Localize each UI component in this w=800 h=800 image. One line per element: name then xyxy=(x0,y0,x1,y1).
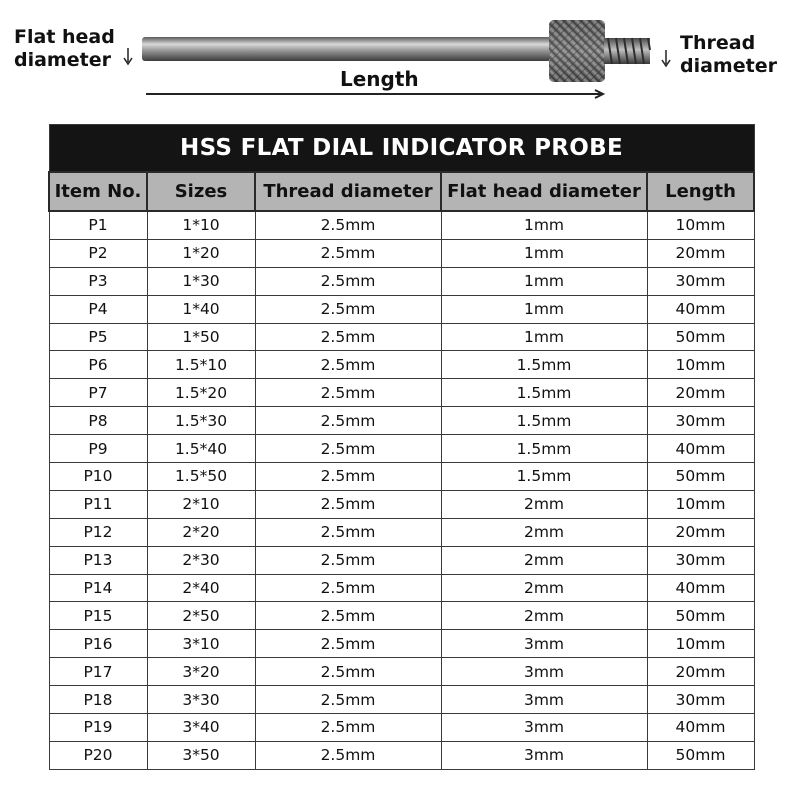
cell-size: 1.5*10 xyxy=(147,351,255,379)
cell-length: 40mm xyxy=(647,295,754,323)
cell-size: 2*40 xyxy=(147,574,255,602)
cell-thread-diameter: 2.5mm xyxy=(255,490,441,518)
cell-item-no: P19 xyxy=(49,714,147,742)
flat-head-diameter-label xyxy=(14,26,115,72)
table-title: HSS FLAT DIAL INDICATOR PROBE xyxy=(49,125,754,173)
cell-item-no: P9 xyxy=(49,435,147,463)
probe-thread xyxy=(604,38,650,64)
cell-item-no: P5 xyxy=(49,323,147,351)
table-row xyxy=(49,463,754,491)
table-row xyxy=(49,351,754,379)
probe-knurled-head xyxy=(549,20,605,82)
cell-thread-diameter: 2.5mm xyxy=(255,546,441,574)
table-row xyxy=(49,741,754,769)
cell-size: 1.5*30 xyxy=(147,407,255,435)
length-label: Length xyxy=(340,67,419,91)
cell-thread-diameter: 2.5mm xyxy=(255,518,441,546)
cell-length: 20mm xyxy=(647,239,754,267)
cell-flat-head-diameter: 1.5mm xyxy=(441,407,647,435)
cell-thread-diameter: 2.5mm xyxy=(255,602,441,630)
cell-flat-head-diameter: 1mm xyxy=(441,323,647,351)
table-row xyxy=(49,546,754,574)
header-item-no: Item No. xyxy=(49,172,147,211)
thread-label-line2: diameter xyxy=(680,55,777,77)
cell-size: 1*10 xyxy=(147,211,255,239)
cell-item-no: P12 xyxy=(49,518,147,546)
cell-item-no: P4 xyxy=(49,295,147,323)
cell-item-no: P15 xyxy=(49,602,147,630)
probe-diagram xyxy=(0,0,800,110)
header-length: Length xyxy=(647,172,754,211)
cell-size: 1*30 xyxy=(147,267,255,295)
cell-item-no: P2 xyxy=(49,239,147,267)
cell-flat-head-diameter: 1.5mm xyxy=(441,351,647,379)
table-row xyxy=(49,407,754,435)
cell-length: 30mm xyxy=(647,407,754,435)
length-arrow xyxy=(146,90,603,98)
thread-label-line1: Thread xyxy=(680,32,756,54)
cell-size: 3*10 xyxy=(147,630,255,658)
cell-length: 50mm xyxy=(647,463,754,491)
header-sizes: Sizes xyxy=(147,172,255,211)
cell-item-no: P8 xyxy=(49,407,147,435)
cell-length: 30mm xyxy=(647,546,754,574)
table-row xyxy=(49,435,754,463)
cell-size: 2*10 xyxy=(147,490,255,518)
cell-length: 10mm xyxy=(647,630,754,658)
table-row xyxy=(49,630,754,658)
table-row xyxy=(49,602,754,630)
cell-size: 3*20 xyxy=(147,658,255,686)
cell-size: 1*50 xyxy=(147,323,255,351)
cell-item-no: P17 xyxy=(49,658,147,686)
table-row xyxy=(49,658,754,686)
cell-item-no: P14 xyxy=(49,574,147,602)
cell-length: 50mm xyxy=(647,741,754,769)
cell-item-no: P7 xyxy=(49,379,147,407)
cell-flat-head-diameter: 1mm xyxy=(441,239,647,267)
cell-item-no: P1 xyxy=(49,211,147,239)
cell-thread-diameter: 2.5mm xyxy=(255,435,441,463)
table-row xyxy=(49,490,754,518)
table-row xyxy=(49,295,754,323)
cell-item-no: P10 xyxy=(49,463,147,491)
cell-length: 30mm xyxy=(647,267,754,295)
cell-thread-diameter: 2.5mm xyxy=(255,741,441,769)
cell-thread-diameter: 2.5mm xyxy=(255,630,441,658)
cell-length: 10mm xyxy=(647,211,754,239)
cell-flat-head-diameter: 1.5mm xyxy=(441,379,647,407)
cell-length: 20mm xyxy=(647,658,754,686)
cell-thread-diameter: 2.5mm xyxy=(255,379,441,407)
cell-flat-head-diameter: 3mm xyxy=(441,714,647,742)
thread-arrow xyxy=(662,50,670,66)
cell-thread-diameter: 2.5mm xyxy=(255,267,441,295)
thread-diameter-label xyxy=(680,32,777,78)
table-row xyxy=(49,323,754,351)
table-row xyxy=(49,686,754,714)
cell-size: 1.5*40 xyxy=(147,435,255,463)
cell-size: 2*30 xyxy=(147,546,255,574)
cell-thread-diameter: 2.5mm xyxy=(255,463,441,491)
table-body xyxy=(49,211,754,769)
cell-length: 50mm xyxy=(647,602,754,630)
specs-table-container xyxy=(48,124,753,770)
cell-thread-diameter: 2.5mm xyxy=(255,211,441,239)
cell-flat-head-diameter: 3mm xyxy=(441,630,647,658)
cell-thread-diameter: 2.5mm xyxy=(255,295,441,323)
cell-size: 2*50 xyxy=(147,602,255,630)
cell-length: 40mm xyxy=(647,574,754,602)
cell-size: 3*40 xyxy=(147,714,255,742)
table-row xyxy=(49,239,754,267)
cell-item-no: P16 xyxy=(49,630,147,658)
cell-flat-head-diameter: 1.5mm xyxy=(441,435,647,463)
table-row xyxy=(49,714,754,742)
cell-thread-diameter: 2.5mm xyxy=(255,239,441,267)
cell-flat-head-diameter: 2mm xyxy=(441,602,647,630)
cell-flat-head-diameter: 3mm xyxy=(441,686,647,714)
cell-flat-head-diameter: 3mm xyxy=(441,741,647,769)
cell-thread-diameter: 2.5mm xyxy=(255,658,441,686)
cell-size: 1*20 xyxy=(147,239,255,267)
header-flat-head-diameter: Flat head diameter xyxy=(441,172,647,211)
flat-head-label-line2: diameter xyxy=(14,49,111,71)
cell-item-no: P6 xyxy=(49,351,147,379)
table-header-row xyxy=(49,172,754,211)
header-thread-diameter: Thread diameter xyxy=(255,172,441,211)
cell-thread-diameter: 2.5mm xyxy=(255,323,441,351)
cell-length: 20mm xyxy=(647,518,754,546)
cell-item-no: P11 xyxy=(49,490,147,518)
cell-flat-head-diameter: 1mm xyxy=(441,211,647,239)
cell-item-no: P13 xyxy=(49,546,147,574)
cell-item-no: P3 xyxy=(49,267,147,295)
specs-table xyxy=(48,124,755,770)
probe-rod xyxy=(142,37,552,61)
table-row xyxy=(49,574,754,602)
cell-flat-head-diameter: 2mm xyxy=(441,490,647,518)
table-row xyxy=(49,379,754,407)
flat-head-label-line1: Flat head xyxy=(14,26,115,48)
cell-flat-head-diameter: 3mm xyxy=(441,658,647,686)
cell-flat-head-diameter: 1.5mm xyxy=(441,463,647,491)
cell-length: 30mm xyxy=(647,686,754,714)
cell-flat-head-diameter: 1mm xyxy=(441,267,647,295)
cell-flat-head-diameter: 1mm xyxy=(441,295,647,323)
cell-length: 40mm xyxy=(647,714,754,742)
cell-item-no: P20 xyxy=(49,741,147,769)
flat-head-arrow xyxy=(124,48,132,64)
cell-size: 1.5*50 xyxy=(147,463,255,491)
cell-size: 1.5*20 xyxy=(147,379,255,407)
cell-length: 40mm xyxy=(647,435,754,463)
cell-length: 10mm xyxy=(647,490,754,518)
cell-length: 20mm xyxy=(647,379,754,407)
cell-flat-head-diameter: 2mm xyxy=(441,546,647,574)
table-row xyxy=(49,211,754,239)
cell-thread-diameter: 2.5mm xyxy=(255,686,441,714)
cell-thread-diameter: 2.5mm xyxy=(255,574,441,602)
cell-size: 3*50 xyxy=(147,741,255,769)
cell-size: 3*30 xyxy=(147,686,255,714)
cell-flat-head-diameter: 2mm xyxy=(441,574,647,602)
cell-item-no: P18 xyxy=(49,686,147,714)
table-row xyxy=(49,518,754,546)
cell-flat-head-diameter: 2mm xyxy=(441,518,647,546)
cell-thread-diameter: 2.5mm xyxy=(255,407,441,435)
cell-length: 50mm xyxy=(647,323,754,351)
cell-thread-diameter: 2.5mm xyxy=(255,714,441,742)
cell-size: 2*20 xyxy=(147,518,255,546)
cell-size: 1*40 xyxy=(147,295,255,323)
table-row xyxy=(49,267,754,295)
cell-thread-diameter: 2.5mm xyxy=(255,351,441,379)
cell-length: 10mm xyxy=(647,351,754,379)
